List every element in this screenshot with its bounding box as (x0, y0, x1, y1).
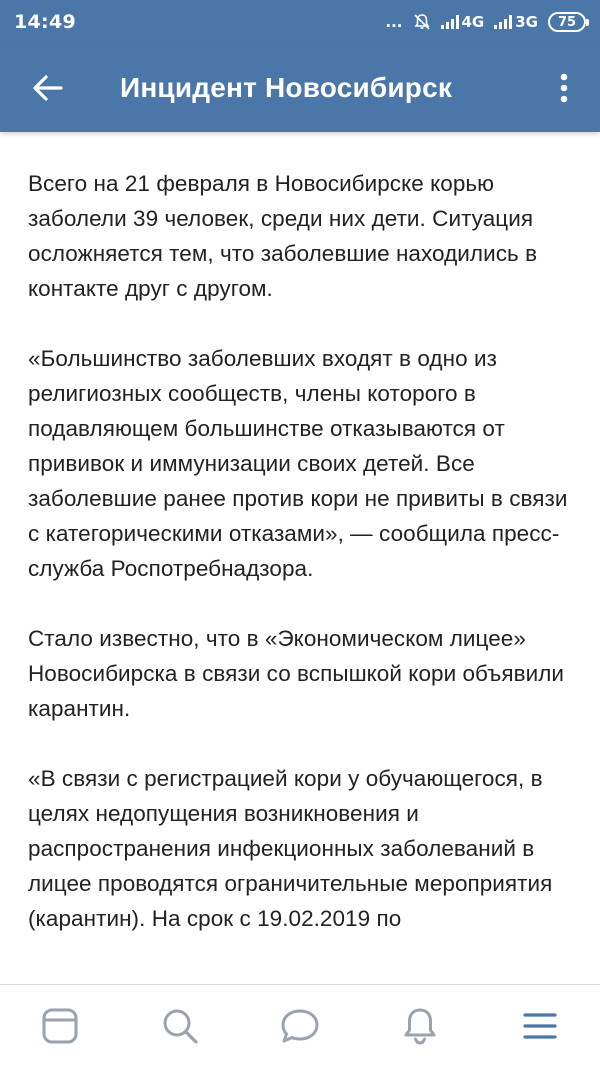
nav-messages[interactable] (260, 985, 340, 1066)
signal-bars-icon (494, 15, 512, 29)
nav-news[interactable] (20, 985, 100, 1066)
status-bar (0, 0, 600, 44)
article-paragraph: Стало известно, что в «Экономическом лицее» Новосибирска в связи со вспышкой кори объявили карантин. (28, 626, 565, 721)
battery-indicator: 75 (548, 12, 586, 32)
article-paragraph: Всего на 21 февраля в Новосибирске корью заболели 39 человек, среди них дети. Ситуация осложняется тем, что заболевшие находились в контакте друг с другом. (28, 171, 538, 301)
article-body (0, 132, 600, 984)
article-paragraph: «Большинство заболевших входят в одно из религиозных сообществ, члены которого в подавляющем большинстве отказываются от прививок и иммунизации своих детей. Все заболевшие ранее против кори не привиты в связи с категорическими отказами», — сообщила пресс-служба Роспотребнадзора. (28, 346, 568, 581)
page-title: Инцидент Новосибирск (120, 72, 453, 103)
notifications-icon (402, 1006, 438, 1046)
more-options-button[interactable] (528, 44, 600, 132)
nav-notifications[interactable] (380, 985, 460, 1066)
status-time: 14:49 (14, 11, 76, 33)
messages-icon (280, 1007, 320, 1045)
app-bar (0, 44, 600, 132)
network-label-4g: 4G (461, 13, 485, 31)
network-label-3g: 3G (515, 13, 538, 31)
menu-icon (522, 1010, 558, 1042)
bottom-navigation (0, 984, 600, 1066)
news-icon (41, 1007, 79, 1045)
signal-bars-icon (441, 15, 459, 29)
mute-icon (413, 13, 431, 31)
signal-3g (494, 13, 538, 31)
status-icons (385, 12, 586, 32)
back-button[interactable] (0, 44, 96, 132)
arrow-left-icon (33, 75, 63, 101)
more-vertical-icon (560, 73, 568, 103)
article-paragraph: «В связи с регистрацией кори у обучающегося, в целях недопущения возникновения и распространения инфекционных заболеваний в лицее проводятся ограничительные мероприятия (карантин). На срок с 19.02.2019 по (28, 766, 553, 931)
signal-4g (441, 13, 485, 31)
nav-menu[interactable] (500, 985, 580, 1066)
status-dots: ... (385, 13, 403, 31)
search-icon (161, 1007, 199, 1045)
nav-search[interactable] (140, 985, 220, 1066)
